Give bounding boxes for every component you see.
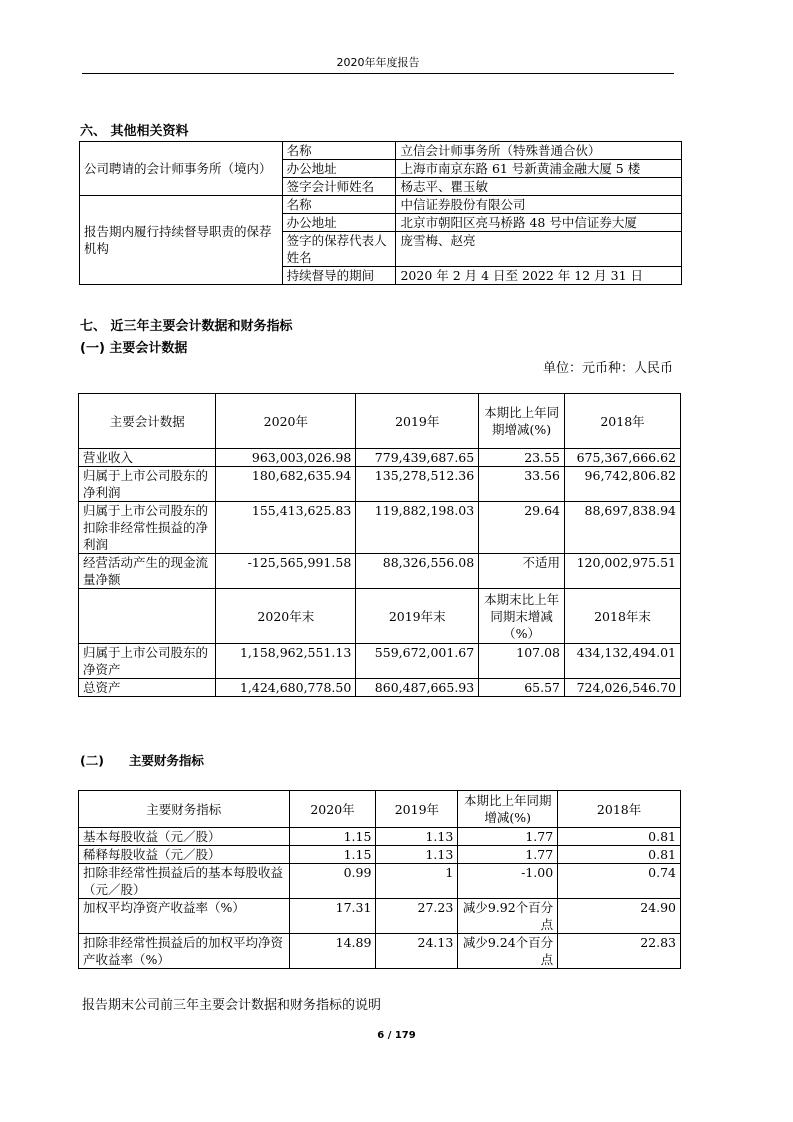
page-number: 6 / 179 xyxy=(377,1030,416,1041)
sponsor-reps-value: 庞雪梅、赵亮 xyxy=(396,232,682,267)
row-label: 归属于上市公司股东的净资产 xyxy=(79,644,216,679)
cell-value: 1.15 xyxy=(289,828,376,846)
cell-value: 963,003,026.98 xyxy=(216,449,356,467)
auditor-group-label: 公司聘请的会计师事务所（境内） xyxy=(80,142,283,196)
cell-value: 1.15 xyxy=(289,846,376,864)
table-row xyxy=(79,467,681,502)
report-header-title: 2020年年度报告 xyxy=(336,56,420,69)
auditor-name-label: 名称 xyxy=(282,142,396,160)
table-row xyxy=(79,449,681,467)
row-label: 归属于上市公司股东的净利润 xyxy=(79,467,216,502)
cell-value: 860,487,665.93 xyxy=(356,679,479,697)
auditor-address-value: 上海市南京东路 61 号新黄浦金融大厦 5 楼 xyxy=(396,160,682,178)
cell-value: 不适用 xyxy=(479,554,565,589)
sponsor-address-label: 办公地址 xyxy=(282,214,396,232)
column-header: 2020年 xyxy=(216,394,356,449)
cell-value: 减少9.24个百分点 xyxy=(458,934,558,969)
table-header-row xyxy=(79,589,681,644)
cell-value: 1.77 xyxy=(458,828,558,846)
cell-value: 1 xyxy=(376,864,458,899)
table-row xyxy=(79,864,681,899)
cell-value: 23.55 xyxy=(479,449,565,467)
table-row xyxy=(79,502,681,554)
table-header-row xyxy=(79,394,681,449)
header-divider xyxy=(82,73,674,74)
cell-value: 88,326,556.08 xyxy=(356,554,479,589)
cell-value: 0.81 xyxy=(558,828,681,846)
table-row xyxy=(79,554,681,589)
row-label: 基本每股收益（元／股） xyxy=(79,828,290,846)
cell-value: 1,158,962,551.13 xyxy=(216,644,356,679)
cell-value: 107.08 xyxy=(479,644,565,679)
cell-value: 155,413,625.83 xyxy=(216,502,356,554)
cell-value: 24.90 xyxy=(558,899,681,934)
column-header: 2019年 xyxy=(376,791,458,828)
column-header: 本期比上年同期增减(%) xyxy=(458,791,558,828)
cell-value: 559,672,001.67 xyxy=(356,644,479,679)
table-row xyxy=(79,934,681,969)
accounting-data-table xyxy=(78,393,681,697)
cell-value: 88,697,838.94 xyxy=(565,502,681,554)
cell-value: 24.13 xyxy=(376,934,458,969)
cell-value: -125,565,991.58 xyxy=(216,554,356,589)
column-header: 主要会计数据 xyxy=(79,394,216,449)
sponsor-period-value: 2020 年 2 月 4 日至 2022 年 12 月 31 日 xyxy=(396,267,682,285)
column-header: 2020年 xyxy=(289,791,376,828)
row-label: 经营活动产生的现金流量净额 xyxy=(79,554,216,589)
cell-value: -1.00 xyxy=(458,864,558,899)
column-header: 2018年 xyxy=(565,394,681,449)
sponsor-reps-label: 签字的保荐代表人姓名 xyxy=(282,232,396,267)
column-header xyxy=(79,589,216,644)
auditor-signers-label: 签字会计师姓名 xyxy=(282,178,396,196)
column-header: 本期比上年同期增减(%) xyxy=(479,394,565,449)
column-header: 2018年末 xyxy=(565,589,681,644)
cell-value: 119,882,198.03 xyxy=(356,502,479,554)
table-row xyxy=(79,899,681,934)
table-row xyxy=(79,828,681,846)
sponsor-group-label: 报告期内履行持续督导职责的保荐机构 xyxy=(80,196,283,285)
table-header-row xyxy=(79,791,681,828)
row-label: 总资产 xyxy=(79,679,216,697)
subsection-1-title: (一) 主要会计数据 xyxy=(80,341,188,356)
cell-value: 0.81 xyxy=(558,846,681,864)
cell-value: 0.74 xyxy=(558,864,681,899)
cell-value: 1.13 xyxy=(376,846,458,864)
cell-value: 减少9.92个百分点 xyxy=(458,899,558,934)
auditor-signers-value: 杨志平、瞿玉敏 xyxy=(396,178,682,196)
column-header: 2019年末 xyxy=(356,589,479,644)
cell-value: 96,742,806.82 xyxy=(565,467,681,502)
cell-value: 14.89 xyxy=(289,934,376,969)
table-row xyxy=(79,679,681,697)
section-6-title: 六、 其他相关资料 xyxy=(80,124,189,139)
row-label: 扣除非经常性损益后的基本每股收益（元／股） xyxy=(79,864,290,899)
sponsor-period-label: 持续督导的期间 xyxy=(282,267,396,285)
sponsor-name-value: 中信证券股份有限公司 xyxy=(396,196,682,214)
auditor-address-label: 办公地址 xyxy=(282,160,396,178)
table-row xyxy=(79,846,681,864)
auditor-name-value: 立信会计师事务所（特殊普通合伙） xyxy=(396,142,682,160)
column-header: 主要财务指标 xyxy=(79,791,290,828)
cell-value: 27.23 xyxy=(376,899,458,934)
row-label: 加权平均净资产收益率（%） xyxy=(79,899,290,934)
cell-value: 17.31 xyxy=(289,899,376,934)
sponsor-address-value: 北京市朝阳区亮马桥路 48 号中信证券大厦 xyxy=(396,214,682,232)
explanatory-note: 报告期末公司前三年主要会计数据和财务指标的说明 xyxy=(82,998,382,1013)
cell-value: 29.64 xyxy=(479,502,565,554)
row-label: 营业收入 xyxy=(79,449,216,467)
cell-value: 1.13 xyxy=(376,828,458,846)
currency-unit-label: 单位：元币种：人民币 xyxy=(542,361,673,376)
column-header: 2018年 xyxy=(558,791,681,828)
cell-value: 180,682,635.94 xyxy=(216,467,356,502)
column-header: 2020年末 xyxy=(216,589,356,644)
column-header: 本期末比上年同期末增减（%） xyxy=(479,589,565,644)
column-header: 2019年 xyxy=(356,394,479,449)
row-label: 稀释每股收益（元／股） xyxy=(79,846,290,864)
financial-indicators-table xyxy=(78,790,681,969)
cell-value: 0.99 xyxy=(289,864,376,899)
cell-value: 33.56 xyxy=(479,467,565,502)
cell-value: 675,367,666.62 xyxy=(565,449,681,467)
cell-value: 1,424,680,778.50 xyxy=(216,679,356,697)
row-label: 扣除非经常性损益后的加权平均净资产收益率（%） xyxy=(79,934,290,969)
cell-value: 22.83 xyxy=(558,934,681,969)
other-info-table xyxy=(79,141,682,285)
cell-value: 120,002,975.51 xyxy=(565,554,681,589)
cell-value: 135,278,512.36 xyxy=(356,467,479,502)
cell-value: 724,026,546.70 xyxy=(565,679,681,697)
cell-value: 434,132,494.01 xyxy=(565,644,681,679)
row-label: 归属于上市公司股东的扣除非经常性损益的净利润 xyxy=(79,502,216,554)
cell-value: 779,439,687.65 xyxy=(356,449,479,467)
table-row xyxy=(79,644,681,679)
cell-value: 65.57 xyxy=(479,679,565,697)
cell-value: 1.77 xyxy=(458,846,558,864)
subsection-2-title: (二) 主要财务指标 xyxy=(80,753,204,768)
sponsor-name-label: 名称 xyxy=(282,196,396,214)
section-7-title: 七、 近三年主要会计数据和财务指标 xyxy=(80,319,293,334)
